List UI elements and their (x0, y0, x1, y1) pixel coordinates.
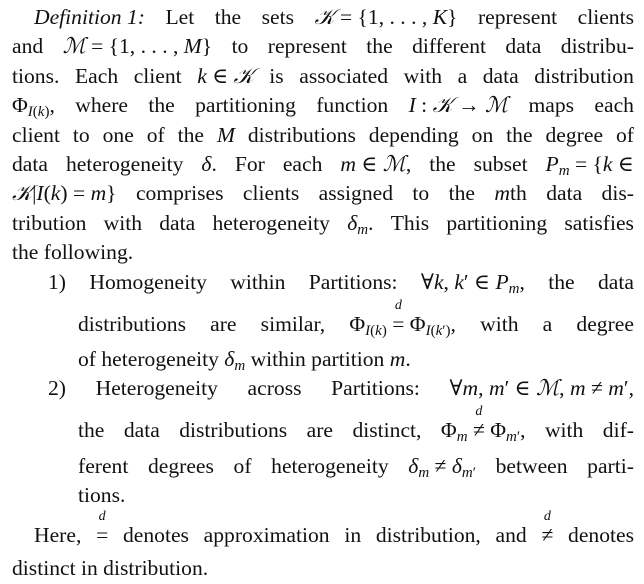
text-line: 𝒦|I(k) = m} comprises clients assigned to the mth data dis- (12, 181, 634, 206)
definition-block (12, 3, 634, 584)
text-line: client to one of the M distributions depending on the degree of (12, 122, 634, 147)
list-number: 2) (48, 376, 66, 401)
list-item-1: 1) Homogeneity within Partitions: ∀k, k′ ∈ $P_m$, the data (12, 268, 634, 297)
text-line: distributions are similar, $\Phi_{I(k)}$ d = $\Phi_{I(k')}$, with a degree (78, 297, 634, 339)
text-line: distinct in distribution. (12, 556, 209, 581)
text-line: and ℳ = {1, . . . , M} to represent the different data distribu- (12, 34, 634, 59)
text-line: tribution with data heterogeneity $\delta_m$. This partitioning satisfies (12, 210, 634, 238)
text-line: the data distributions are distinct, $\Phi_m$ d ≠ $\Phi_{m'}$, with dif- (78, 404, 634, 446)
list-number: 1) (48, 269, 66, 294)
text-line: data heterogeneity δ. For each m ∈ ℳ, the subset $P_m = \{k$ ∈ (12, 151, 634, 179)
text-line: the following. (12, 240, 134, 265)
text-line: of heterogeneity $\delta_m$ within partition m. (78, 346, 411, 374)
text-line: ferent degrees of heterogeneity $\delta_m \ne \delta_{m'}$ between parti- (78, 453, 634, 481)
text-line: Definition 1: Let the sets 𝒦 = {1, . . . , K} represent clients (12, 3, 634, 32)
text-line: $\Phi_{I(k)}$, where the partitioning function I : 𝒦 → ℳ maps each (12, 93, 634, 121)
text-line: tions. (78, 483, 126, 508)
text-line: tions. Each client k ∈ 𝒦 is associated with a data distribution (12, 63, 634, 88)
definition-label: Definition 1: (34, 5, 145, 29)
closing-paragraph: Here, d = denotes approximation in distribution, and d ≠ denotes (34, 509, 634, 548)
list-item-2: 2) Heterogeneity across Partitions: ∀m, m′ ∈ ℳ, m ≠ m′, (12, 374, 634, 403)
